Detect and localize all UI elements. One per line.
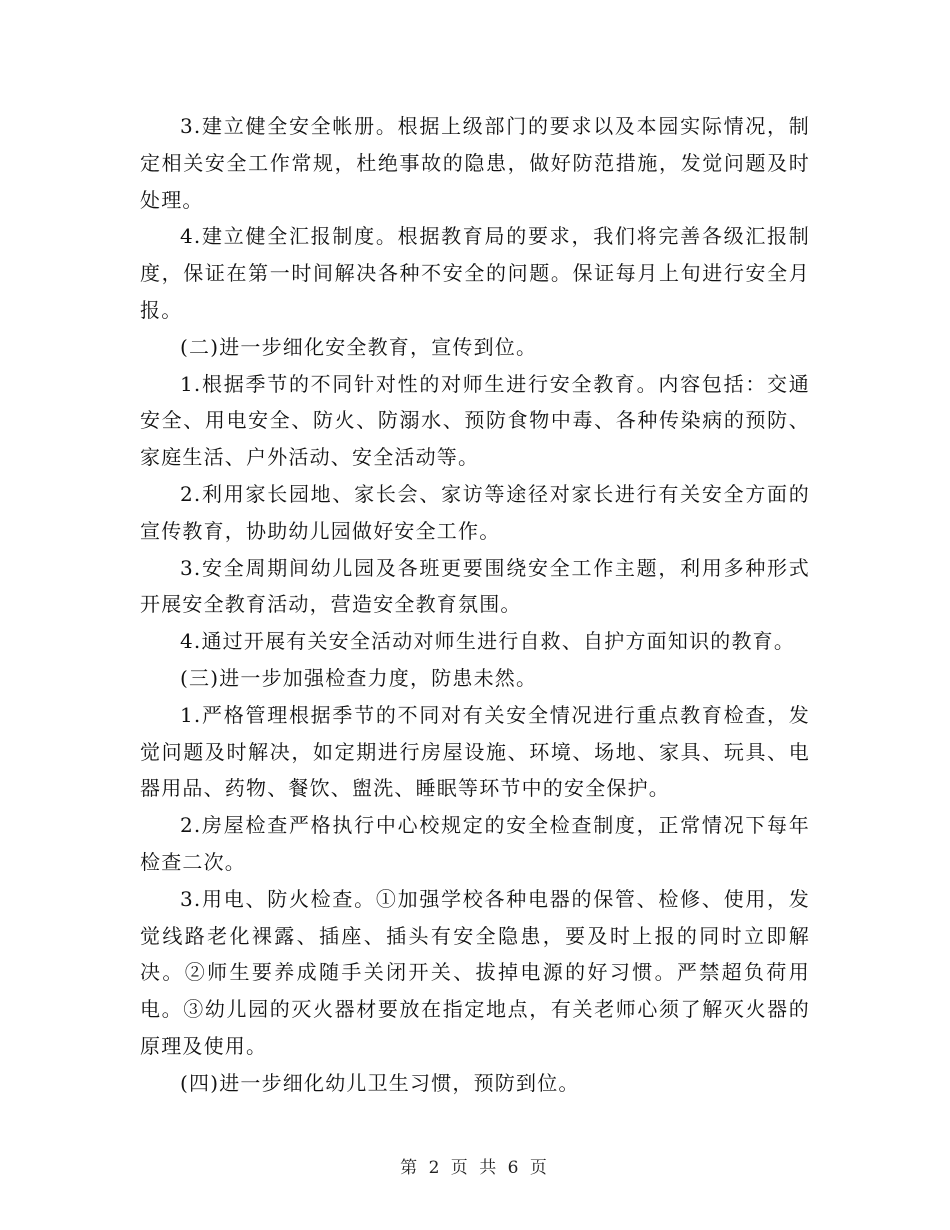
paragraph-parent-education: 2.利用家长园地、家长会、家访等途径对家长进行有关安全方面的宣传教育，协助幼儿园做好安全工作。 <box>140 481 810 543</box>
paragraph-electric-fire-check: 3.用电、防火检查。①加强学校各种电器的保管、检修、使用，发觉线路老化裸露、插座、插头有安全隐患，要及时上报的同时立即解决。②师生要养成随手关闭开关、拔掉电源的好习惯。严禁超负荷用电。③幼儿园的灭火器材要放在指定地点，有关老师心须了解灭火器的原理及使用。 <box>140 886 810 1058</box>
paragraph-seasonal-education: 1.根据季节的不同针对性的对师生进行安全教育。内容包括：交通安全、用电安全、防火、防溺水、预防食物中毒、各种传染病的预防、家庭生活、户外活动、安全活动等。 <box>140 371 810 470</box>
paragraph-safety-week: 3.安全周期间幼儿园及各班更要围绕安全工作主题，利用多种形式开展安全教育活动，营造安全教育氛围。 <box>140 555 810 617</box>
document-body <box>140 108 810 1102</box>
paragraph-building-inspection: 2.房屋检查严格执行中心校规定的安全检查制度，正常情况下每年检查二次。 <box>140 813 810 874</box>
paragraph-self-rescue: 4.通过开展有关安全活动对师生进行自救、自护方面知识的教育。 <box>180 629 796 654</box>
section-heading-3: (三)进一步加强检查力度，防患未然。 <box>180 665 538 690</box>
paragraph-strict-management: 1.严格管理根据季节的不同对有关安全情况进行重点教育检查，发觉问题及时解决，如定期进行房屋设施、环境、场地、家具、玩具、电器用品、药物、餐饮、盥洗、睡眠等环节中的安全保护。 <box>140 702 810 801</box>
section-heading-2: (二)进一步细化安全教育，宣传到位。 <box>180 334 538 359</box>
paragraph-reporting-system: 4.建立健全汇报制度。根据教育局的要求，我们将完善各级汇报制度，保证在第一时间解决各种不安全的问题。保证每月上旬进行安全月报。 <box>140 224 810 322</box>
section-heading-4: (四)进一步细化幼儿卫生习惯，预防到位。 <box>180 1070 580 1095</box>
page-number-footer: 第 2 页 共 6 页 <box>400 1158 550 1178</box>
paragraph-safety-ledger: 3.建立健全安全帐册。根据上级部门的要求以及本园实际情况，制定相关安全工作常规，杜绝事故的隐患，做好防范措施，发觉问题及时处理。 <box>140 114 810 212</box>
